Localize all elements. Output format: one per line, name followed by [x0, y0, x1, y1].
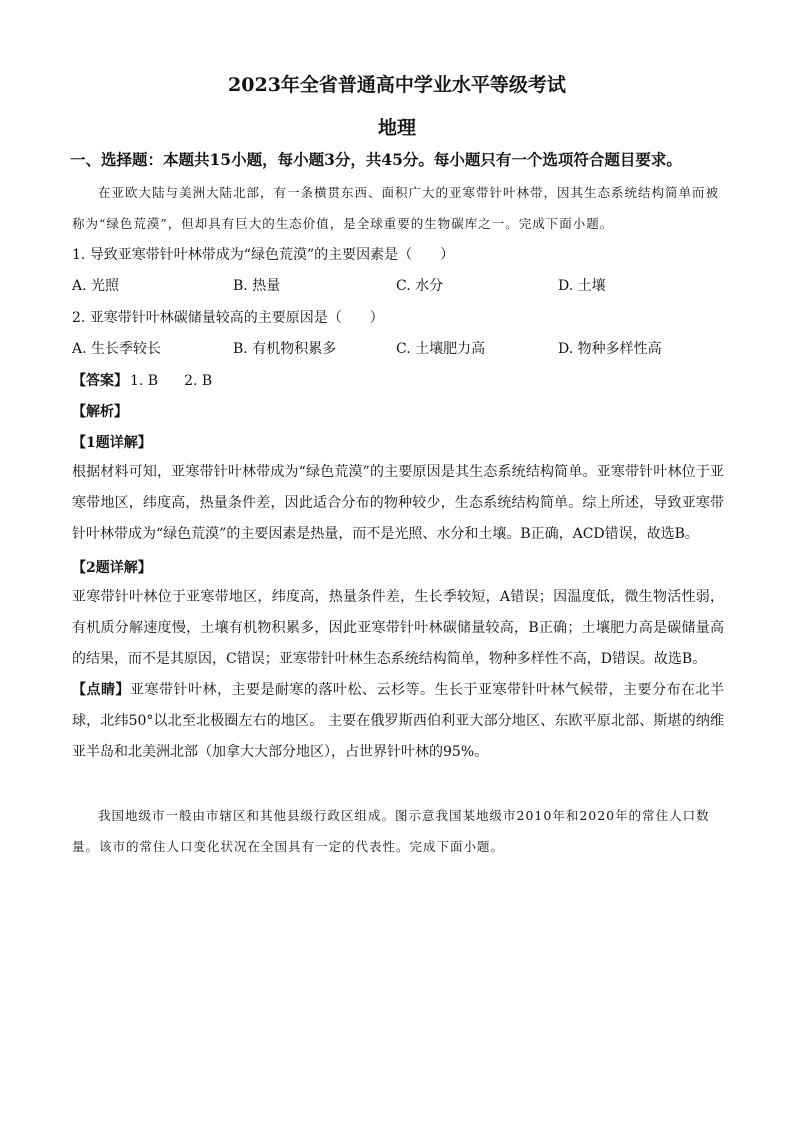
passage-text: 在亚欧大陆与美洲大陆北部，有一条横贯东西、面积广大的亚寒带针叶林带，因其生态系统结构简单而被称为“绿色荒漠”，但却具有巨大的生态价值，是全球重要的生物碳库之一。完成下面小题。	[72, 185, 720, 231]
answer-label: 【答案】	[72, 373, 128, 389]
option-c: C. 土壤肥力高	[396, 341, 486, 357]
option-a: A. 光照	[72, 278, 120, 294]
option-d: D. 土壤	[558, 278, 606, 294]
analysis-label: 【解析】	[72, 404, 128, 420]
option-c: C. 水分	[396, 278, 444, 294]
answer-line	[72, 370, 212, 390]
key-point-text: 亚寒带针叶林，主要是耐寒的落叶松、云杉等。生长于亚寒带针叶林气候带，主要分布在北半球，北纬50°以北至北极圈左右的地区。 主要在俄罗斯西伯利亚大部分地区、东欧平原北部、斯堪的纳维亚半岛和北美洲北部（加拿大大部分地区），占世界针叶林的95%。	[72, 682, 724, 760]
passage-text: 我国地级市一般由市辖区和其他县级行政区组成。图示意我国某地级市2010年和2020年的常住人口数量。该市的常住人口变化状况在全国具有一定的代表性。完成下面小题。	[72, 808, 710, 854]
reading-passage-1	[72, 177, 724, 239]
detail-2-label: 【2题详解】	[72, 560, 152, 576]
detail-2-text	[72, 582, 724, 675]
detail-1-label: 【1题详解】	[72, 435, 152, 451]
exam-title: 2023年全省普通高中学业水平等级考试	[228, 74, 566, 96]
option-a: A. 生长季较长	[72, 341, 162, 357]
option-b: B. 有机物积累多	[233, 341, 337, 357]
reading-passage-2	[72, 800, 724, 862]
option-d: D. 物种多样性高	[558, 341, 662, 357]
answer-1: 1. B	[130, 373, 159, 389]
detail-1-paragraph: 根据材料可知，亚寒带针叶林带成为“绿色荒漠”的主要原因是其生态系统结构简单。亚寒带针叶林位于亚寒带地区，纬度高，热量条件差，因此适合分布的物种较少，生态系统结构简单。综上所述，导致亚寒带针叶林带成为“绿色荒漠”的主要因素是热量，而不是光照、水分和土壤。B正确，ACD错误，故选B。	[72, 464, 724, 542]
key-point-block	[72, 675, 724, 768]
section-heading: 一、选择题：本题共15小题，每小题3分，共45分。每小题只有一个选项符合题目要求。	[70, 150, 682, 169]
subject-title: 地理	[377, 117, 416, 139]
detail-2-paragraph: 亚寒带针叶林位于亚寒带地区，纬度高，热量条件差，生长季较短，A错误；因温度低，微生物活性弱，有机质分解速度慢，土壤有机物积累多，因此亚寒带针叶林碳储量较高，B正确；土壤肥力高是碳储量高的结果，而不是其原因，C错误；亚寒带针叶林生态系统结构简单，物种多样性不高，D错误。故选B。	[72, 589, 724, 667]
answer-2: 2. B	[184, 373, 213, 389]
question-2-stem: 2. 亚寒带针叶林碳储量较高的主要原因是（ ）	[72, 310, 384, 326]
option-b: B. 热量	[233, 278, 281, 294]
question-1-stem: 1. 导致亚寒带针叶林带成为“绿色荒漠”的主要因素是（ ）	[72, 247, 455, 263]
detail-1-text	[72, 457, 724, 550]
key-point-label: 【点睛】	[72, 682, 130, 698]
